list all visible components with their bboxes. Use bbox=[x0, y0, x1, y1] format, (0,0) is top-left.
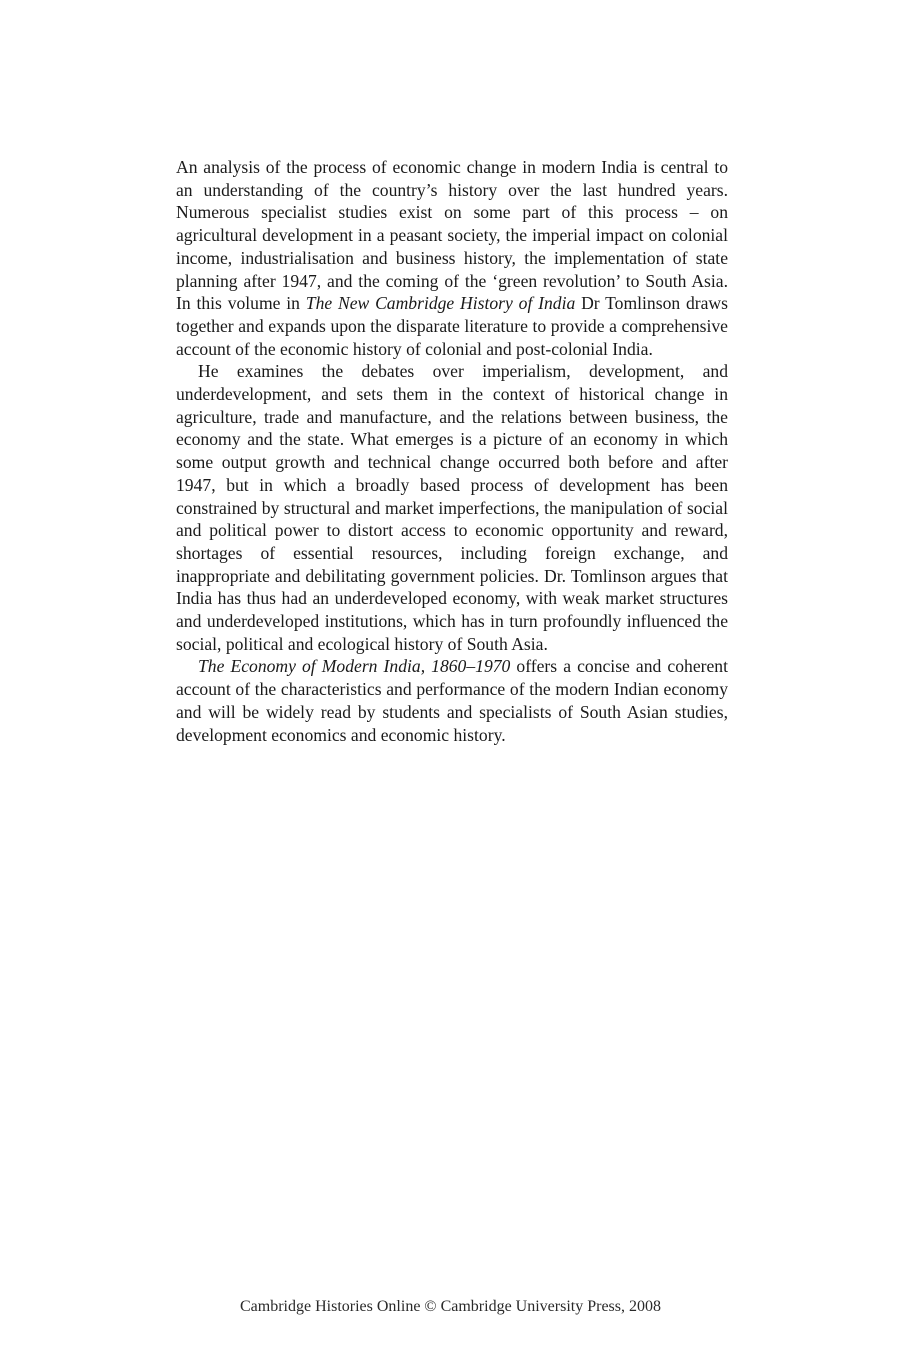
copyright-footer: Cambridge Histories Online © Cambridge University Press, 2008 bbox=[240, 1298, 661, 1315]
paragraph-1-text-a: An analysis of the process of economic change in modern India is central to an understanding of the country’s history over the last hundred years. Numerous specialist studies exist on some part of this process – on agricultural development in a peasant society, the imperial impact on colonial income, industrialisation and business history, the implementation of state planning after 1947, and the coming of the ‘green revolution’ to South Asia. In this volume in bbox=[176, 157, 728, 314]
blurb-text bbox=[176, 156, 728, 746]
paragraph-1 bbox=[176, 156, 728, 360]
paragraph-3 bbox=[176, 655, 728, 746]
book-title: The Economy of Modern India, 1860–1970 bbox=[198, 656, 511, 677]
paragraph-3-text: offers a concise and coherent account of the characteristics and performance of the modern Indian economy and will be widely read by students and specialists of South Asian studies, development economics and economic history. bbox=[176, 656, 728, 745]
paragraph-2: He examines the debates over imperialism, development, and underdevelopment, and sets them in the context of historical change in agriculture, trade and manufacture, and the relations between business, the economy and the state. What emerges is a picture of an economy in which some output growth and technical change occurred both before and after 1947, but in which a broadly based process of development has been constrained by structural and market imperfections, the manipulation of social and political power to distort access to economic opportunity and reward, shortages of essential resources, including foreign exchange, and inappropriate and debilitating government policies. Dr. Tomlinson argues that India has thus had an underdeveloped economy, with weak market structures and underdeveloped institutions, which has in turn profoundly influenced the social, political and ecological history of South Asia. bbox=[176, 361, 728, 654]
paragraph-1-text-b: Dr Tomlinson draws together and expands upon the disparate literature to provide a comprehensive account of the economic history of colonial and post-colonial India. bbox=[176, 293, 728, 359]
series-title: The New Cambridge History of India bbox=[305, 293, 576, 314]
